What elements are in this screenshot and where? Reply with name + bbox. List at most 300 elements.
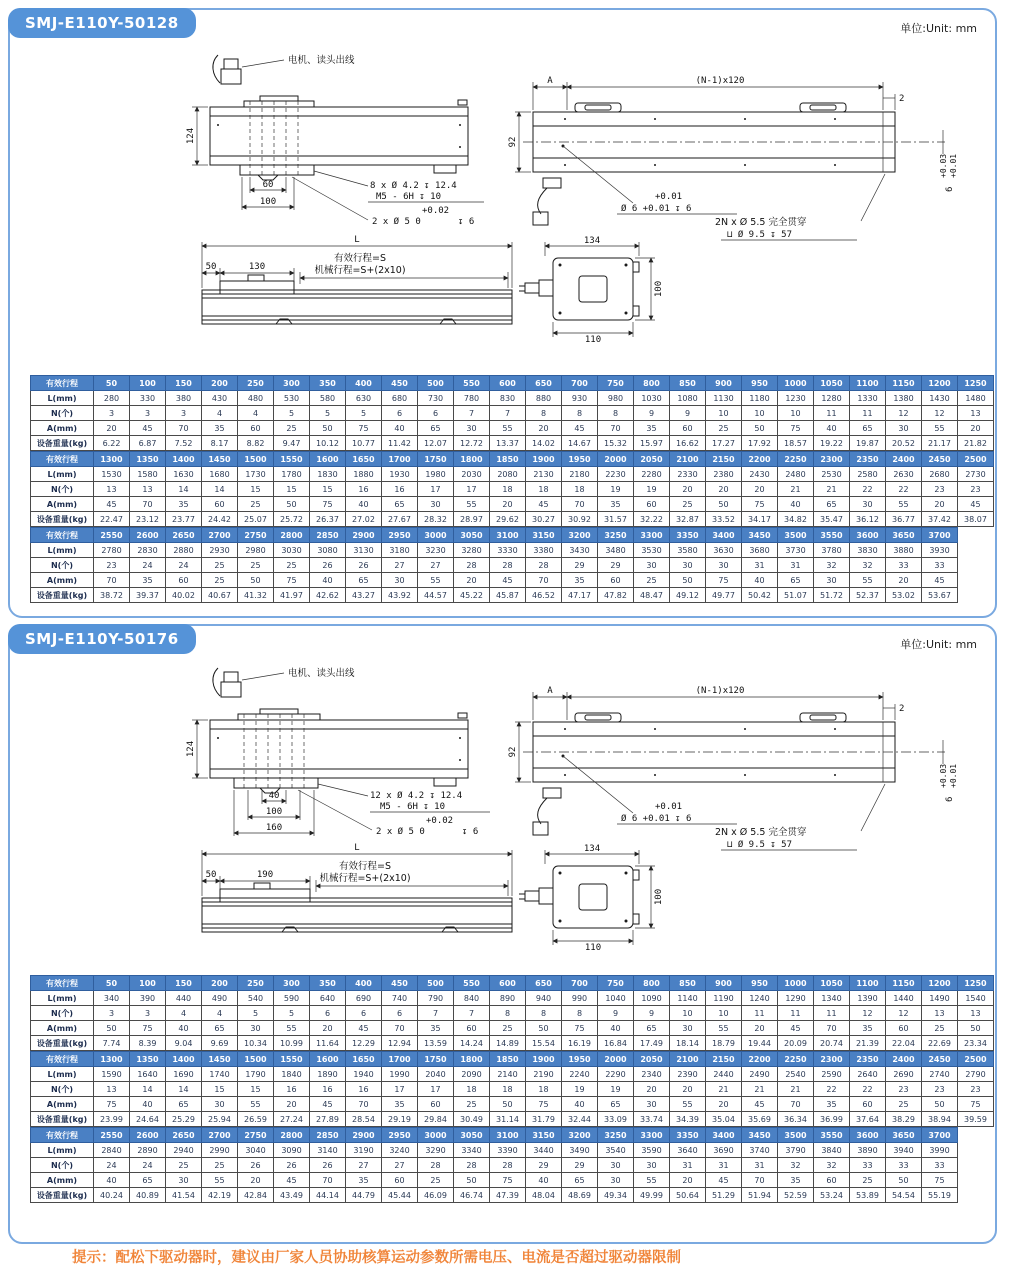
value-cell: 20.09 (778, 1036, 814, 1051)
value-cell: 12 (850, 1006, 886, 1021)
stroke-header-cell: 2750 (238, 1128, 274, 1143)
value-cell: 21 (706, 1082, 742, 1097)
stroke-header-cell: 3200 (562, 528, 598, 543)
value-cell: 3880 (886, 543, 922, 558)
row-label: 有效行程 (31, 976, 94, 991)
stroke-header-cell: 500 (418, 976, 454, 991)
value-cell: 20 (454, 573, 490, 588)
stroke-header-cell: 3550 (814, 1128, 850, 1143)
value-cell: 24 (166, 558, 202, 573)
value-cell: 3290 (418, 1143, 454, 1158)
length-view-drawing (190, 228, 525, 340)
stroke-header-cell: 3000 (418, 1128, 454, 1143)
stroke-header-cell: 1600 (310, 1052, 346, 1067)
row-label: N(个) (31, 1158, 94, 1173)
value-cell: 65 (562, 1173, 598, 1188)
value-cell: 3790 (778, 1143, 814, 1158)
value-cell: 33 (886, 558, 922, 573)
value-cell: 22 (850, 1082, 886, 1097)
value-cell: 53.02 (886, 588, 922, 603)
value-cell: 2180 (562, 467, 598, 482)
value-cell: 40.24 (94, 1188, 130, 1203)
value-cell: 30 (706, 558, 742, 573)
end-dim-width: 134 (583, 844, 601, 854)
value-cell: 3440 (526, 1143, 562, 1158)
value-cell: 14 (166, 1082, 202, 1097)
value-cell: 49.99 (634, 1188, 670, 1203)
stroke-header-cell: 3150 (526, 1128, 562, 1143)
value-cell: 1790 (238, 1067, 274, 1082)
mechanical-stroke-label: 机械行程=S+(2x10) (319, 873, 411, 884)
stroke-header-cell: 1950 (562, 452, 598, 467)
stroke-header-cell: 600 (490, 376, 526, 391)
row-label: A(mm) (31, 1173, 94, 1188)
value-cell: 26 (274, 1158, 310, 1173)
value-cell: 75 (742, 497, 778, 512)
stroke-header-cell: 1250 (958, 376, 994, 391)
value-cell: 20 (490, 497, 526, 512)
value-cell: 16 (346, 482, 382, 497)
stroke-header-cell: 3700 (922, 528, 958, 543)
value-cell: 48.47 (634, 588, 670, 603)
value-cell: 1540 (958, 991, 994, 1006)
value-cell: 15.97 (634, 436, 670, 451)
value-cell: 3380 (526, 543, 562, 558)
value-cell: 50 (526, 1021, 562, 1036)
value-cell: 3730 (778, 543, 814, 558)
value-cell: 35.69 (742, 1112, 778, 1127)
stroke-header-cell: 200 (202, 976, 238, 991)
value-cell: 10.34 (238, 1036, 274, 1051)
dim-length: L (354, 235, 360, 245)
value-cell: 3830 (850, 543, 886, 558)
value-cell: 30.27 (526, 512, 562, 527)
value-cell: 790 (418, 991, 454, 1006)
value-cell: 4 (166, 1006, 202, 1021)
value-cell: 30 (634, 1097, 670, 1112)
value-cell: 1530 (94, 467, 130, 482)
value-cell: 8 (562, 406, 598, 421)
value-cell: 3430 (562, 543, 598, 558)
dim-width: 92 (508, 136, 518, 148)
stroke-header-cell: 2950 (382, 528, 418, 543)
value-cell: 55 (238, 1097, 274, 1112)
value-cell: 1780 (274, 467, 310, 482)
value-cell: 990 (562, 991, 598, 1006)
stroke-header-cell: 1200 (922, 376, 958, 391)
value-cell: 1990 (382, 1067, 418, 1082)
stroke-header-cell: 2800 (274, 528, 310, 543)
value-cell: 3 (166, 406, 202, 421)
value-cell: 43.49 (274, 1188, 310, 1203)
value-cell: 3330 (490, 543, 526, 558)
value-cell: 680 (382, 391, 418, 406)
stroke-header-cell: 3400 (706, 1128, 742, 1143)
value-cell: 25.72 (274, 512, 310, 527)
value-cell: 37.42 (922, 512, 958, 527)
stroke-header-cell: 3450 (742, 528, 778, 543)
value-cell: 10.77 (346, 436, 382, 451)
value-cell: 35 (598, 497, 634, 512)
value-cell: 35 (418, 1021, 454, 1036)
value-cell: 19.44 (742, 1036, 778, 1051)
value-cell: 35 (202, 421, 238, 436)
value-cell: 14 (130, 1082, 166, 1097)
value-cell: 3580 (670, 543, 706, 558)
value-cell: 28 (490, 558, 526, 573)
value-cell: 6 (418, 406, 454, 421)
value-cell: 30 (814, 573, 850, 588)
value-cell: 1680 (202, 467, 238, 482)
value-cell: 51.29 (706, 1188, 742, 1203)
value-cell: 36.99 (814, 1112, 850, 1127)
value-cell: 29 (598, 558, 634, 573)
value-cell: 14 (202, 482, 238, 497)
value-cell: 49.12 (670, 588, 706, 603)
value-cell: 25 (274, 558, 310, 573)
value-cell: 30 (166, 1173, 202, 1188)
value-cell: 32 (850, 558, 886, 573)
value-cell: 2890 (130, 1143, 166, 1158)
value-cell: 1640 (130, 1067, 166, 1082)
value-cell: 1690 (166, 1067, 202, 1082)
stroke-header-cell: 2500 (958, 452, 994, 467)
dim-a: A (547, 76, 553, 86)
value-cell: 20 (922, 497, 958, 512)
value-cell: 730 (418, 391, 454, 406)
value-cell: 31.79 (526, 1112, 562, 1127)
end-dim-height: 100 (654, 280, 664, 298)
right-tol-upper: +0.03 (939, 763, 948, 788)
value-cell: 15 (202, 1082, 238, 1097)
value-cell: 1730 (238, 467, 274, 482)
stroke-header-cell: 1100 (850, 376, 886, 391)
value-cell: 8 (490, 1006, 526, 1021)
value-cell: 2090 (454, 1067, 490, 1082)
row-label: 有效行程 (31, 1128, 94, 1143)
stroke-header-cell: 3200 (562, 1128, 598, 1143)
spec-table-band-1 (30, 375, 994, 451)
value-cell: 75 (706, 573, 742, 588)
value-cell: 36.34 (778, 1112, 814, 1127)
value-cell: 65 (634, 1021, 670, 1036)
stroke-header-cell: 2650 (166, 1128, 202, 1143)
stroke-header-cell: 2600 (130, 528, 166, 543)
value-cell: 60 (418, 1097, 454, 1112)
stroke-header-cell: 2750 (238, 528, 274, 543)
value-cell: 49.34 (598, 1188, 634, 1203)
value-cell: 1490 (922, 991, 958, 1006)
value-cell: 29.84 (418, 1112, 454, 1127)
value-cell: 2490 (742, 1067, 778, 1082)
value-cell: 25.07 (238, 512, 274, 527)
value-cell: 9 (634, 1006, 670, 1021)
row-label: A(mm) (31, 421, 94, 436)
stroke-header-cell: 100 (130, 376, 166, 391)
value-cell: 12.29 (346, 1036, 382, 1051)
value-cell: 55 (706, 1021, 742, 1036)
effective-stroke-label: 有效行程=S (334, 253, 386, 264)
value-cell: 60 (382, 1173, 418, 1188)
value-cell: 35 (130, 573, 166, 588)
value-cell: 22 (886, 482, 922, 497)
stroke-header-cell: 1500 (238, 1052, 274, 1067)
value-cell: 16 (346, 1082, 382, 1097)
value-cell: 65 (382, 497, 418, 512)
right-dim: 6 (945, 796, 955, 802)
end-dim-base: 110 (584, 335, 602, 342)
value-cell: 27.24 (274, 1112, 310, 1127)
value-cell: 60 (634, 497, 670, 512)
value-cell: 45 (94, 497, 130, 512)
value-cell: 33.09 (598, 1112, 634, 1127)
stroke-header-cell: 3450 (742, 1128, 778, 1143)
value-cell: 16 (310, 1082, 346, 1097)
dim-width: 92 (508, 746, 518, 758)
thru-hole-note-2: ⊔ Ø 9.5 ↧ 57 (727, 840, 793, 850)
value-cell: 1290 (778, 991, 814, 1006)
value-cell: 50 (274, 497, 310, 512)
stroke-header-cell: 1100 (850, 976, 886, 991)
value-cell: 3340 (454, 1143, 490, 1158)
value-cell: 2440 (706, 1067, 742, 1082)
value-cell: 75 (526, 1097, 562, 1112)
stroke-header-cell: 3500 (778, 1128, 814, 1143)
value-cell: 780 (454, 391, 490, 406)
stroke-header-cell: 3600 (850, 528, 886, 543)
value-cell: 1090 (634, 991, 670, 1006)
stroke-header-cell: 2850 (310, 1128, 346, 1143)
value-cell: 1180 (742, 391, 778, 406)
value-cell: 19 (634, 482, 670, 497)
length-view-drawing (190, 836, 525, 948)
value-cell: 690 (346, 991, 382, 1006)
stroke-header-cell: 1550 (274, 1052, 310, 1067)
side-view-drawing (172, 660, 512, 856)
value-cell: 25 (202, 558, 238, 573)
value-cell: 13 (958, 406, 994, 421)
value-cell: 26 (310, 1158, 346, 1173)
stroke-header-cell: 2650 (166, 528, 202, 543)
value-cell: 25 (238, 558, 274, 573)
section-panel-50128 (8, 8, 997, 618)
value-cell: 840 (454, 991, 490, 1006)
value-cell: 3130 (346, 543, 382, 558)
value-cell: 55 (202, 1173, 238, 1188)
value-cell: 70 (742, 1173, 778, 1188)
stroke-header-cell: 1350 (130, 1052, 166, 1067)
value-cell: 65 (598, 1097, 634, 1112)
value-cell: 55 (670, 1097, 706, 1112)
value-cell: 40 (562, 1097, 598, 1112)
value-cell: 44.14 (310, 1188, 346, 1203)
stroke-header-cell: 1000 (778, 976, 814, 991)
value-cell: 2840 (94, 1143, 130, 1158)
value-cell: 3940 (886, 1143, 922, 1158)
stroke-header-cell: 3600 (850, 1128, 886, 1143)
value-cell: 50 (238, 573, 274, 588)
hole6-note: Ø 6 +0.01 ↧ 6 (621, 814, 692, 824)
value-cell: 65 (418, 421, 454, 436)
value-cell: 3490 (562, 1143, 598, 1158)
value-cell: 25 (634, 573, 670, 588)
stroke-header-cell: 2550 (94, 528, 130, 543)
value-cell: 70 (382, 1021, 418, 1036)
value-cell: 50 (706, 497, 742, 512)
stroke-header-cell: 1050 (814, 976, 850, 991)
value-cell: 75 (274, 573, 310, 588)
stroke-header-cell: 1400 (166, 1052, 202, 1067)
value-cell: 22.69 (922, 1036, 958, 1051)
stroke-header-cell: 2050 (634, 452, 670, 467)
stroke-header-cell: 400 (346, 976, 382, 991)
value-cell: 51.07 (778, 588, 814, 603)
value-cell: 20 (634, 1082, 670, 1097)
value-cell: 23.12 (130, 512, 166, 527)
value-cell: 70 (310, 1173, 346, 1188)
stroke-header-cell: 500 (418, 376, 454, 391)
value-cell: 38.29 (886, 1112, 922, 1127)
value-cell: 20 (706, 482, 742, 497)
value-cell: 50 (886, 1173, 922, 1188)
value-cell: 8.82 (238, 436, 274, 451)
stroke-header-cell: 1150 (886, 976, 922, 991)
dim-height: 124 (186, 127, 196, 145)
value-cell: 1280 (814, 391, 850, 406)
row-label: 有效行程 (31, 376, 94, 391)
value-cell: 30 (238, 1021, 274, 1036)
value-cell: 21.39 (850, 1036, 886, 1051)
value-cell: 75 (346, 421, 382, 436)
value-cell: 5 (346, 406, 382, 421)
value-cell: 45.44 (382, 1188, 418, 1203)
value-cell: 2540 (778, 1067, 814, 1082)
value-cell: 16.19 (562, 1036, 598, 1051)
value-cell: 47.39 (490, 1188, 526, 1203)
value-cell: 2640 (850, 1067, 886, 1082)
stroke-header-cell: 1300 (94, 452, 130, 467)
value-cell: 18 (562, 482, 598, 497)
value-cell: 18 (490, 1082, 526, 1097)
value-cell: 44.79 (346, 1188, 382, 1203)
stroke-header-cell: 450 (382, 376, 418, 391)
stroke-header-cell: 2000 (598, 452, 634, 467)
value-cell: 65 (346, 573, 382, 588)
value-cell: 18 (526, 482, 562, 497)
stroke-header-cell: 2300 (814, 452, 850, 467)
stroke-header-cell: 1550 (274, 452, 310, 467)
value-cell: 20 (94, 421, 130, 436)
value-cell: 32.44 (562, 1112, 598, 1127)
value-cell: 1890 (310, 1067, 346, 1082)
stroke-header-cell: 3550 (814, 528, 850, 543)
stroke-header-cell: 3350 (670, 528, 706, 543)
value-cell: 23 (886, 1082, 922, 1097)
value-cell: 1840 (274, 1067, 310, 1082)
value-cell: 15 (238, 482, 274, 497)
value-cell: 19.87 (850, 436, 886, 451)
value-cell: 930 (562, 391, 598, 406)
value-cell: 530 (274, 391, 310, 406)
stroke-header-cell: 850 (670, 976, 706, 991)
value-cell: 10 (778, 406, 814, 421)
value-cell: 2730 (958, 467, 994, 482)
dim-pitch: (N-1)x120 (695, 76, 745, 86)
stroke-header-cell: 1750 (418, 452, 454, 467)
value-cell: 2380 (706, 467, 742, 482)
row-label: L(mm) (31, 391, 94, 406)
value-cell: 28 (490, 1158, 526, 1173)
value-cell: 33 (886, 1158, 922, 1173)
pin-tolerance: +0.02 (426, 816, 454, 826)
row-label: 设备重量(kg) (31, 1188, 94, 1203)
value-cell: 2790 (958, 1067, 994, 1082)
value-cell: 53.89 (850, 1188, 886, 1203)
top-view-drawing (505, 670, 975, 855)
value-cell: 65 (202, 1021, 238, 1036)
stroke-header-cell: 50 (94, 376, 130, 391)
dim-edge: 2 (899, 704, 905, 714)
row-label: N(个) (31, 482, 94, 497)
value-cell: 21 (742, 1082, 778, 1097)
value-cell: 34.39 (670, 1112, 706, 1127)
unit-label: 单位:Unit: mm (900, 638, 977, 651)
value-cell: 5 (238, 1006, 274, 1021)
value-cell: 39.37 (130, 588, 166, 603)
value-cell: 75 (922, 1173, 958, 1188)
pin-note: 2 x Ø 5 0 (372, 217, 421, 227)
value-cell: 40 (310, 573, 346, 588)
right-tol-lower: +0.01 (949, 153, 958, 178)
value-cell: 43.92 (382, 588, 418, 603)
stroke-header-cell: 1150 (886, 376, 922, 391)
value-cell: 20 (526, 421, 562, 436)
value-cell: 11 (742, 1006, 778, 1021)
row-label: 设备重量(kg) (31, 512, 94, 527)
value-cell: 54.54 (886, 1188, 922, 1203)
value-cell: 24 (94, 1158, 130, 1173)
value-cell: 1580 (130, 467, 166, 482)
value-cell: 30 (634, 558, 670, 573)
value-cell: 3930 (922, 543, 958, 558)
dim-carriage: 190 (256, 870, 274, 880)
value-cell: 1390 (850, 991, 886, 1006)
value-cell: 1430 (922, 391, 958, 406)
value-cell: 11.64 (310, 1036, 346, 1051)
effective-stroke-label: 有效行程=S (339, 861, 391, 872)
value-cell: 42.62 (310, 588, 346, 603)
value-cell: 20.74 (814, 1036, 850, 1051)
value-cell: 11.42 (382, 436, 418, 451)
value-cell: 30 (598, 1158, 634, 1173)
value-cell: 22 (850, 482, 886, 497)
stroke-header-cell: 2250 (778, 452, 814, 467)
stroke-header-cell: 700 (562, 376, 598, 391)
value-cell: 10 (706, 1006, 742, 1021)
value-cell: 2430 (742, 467, 778, 482)
value-cell: 26 (310, 558, 346, 573)
dim-large: 160 (265, 823, 283, 833)
value-cell: 32.87 (670, 512, 706, 527)
value-cell: 2040 (418, 1067, 454, 1082)
value-cell: 49.77 (706, 588, 742, 603)
stroke-header-cell: 550 (454, 376, 490, 391)
stroke-header-cell: 100 (130, 976, 166, 991)
value-cell: 3180 (382, 543, 418, 558)
value-cell: 75 (778, 421, 814, 436)
value-cell: 380 (166, 391, 202, 406)
value-cell: 20 (742, 1021, 778, 1036)
